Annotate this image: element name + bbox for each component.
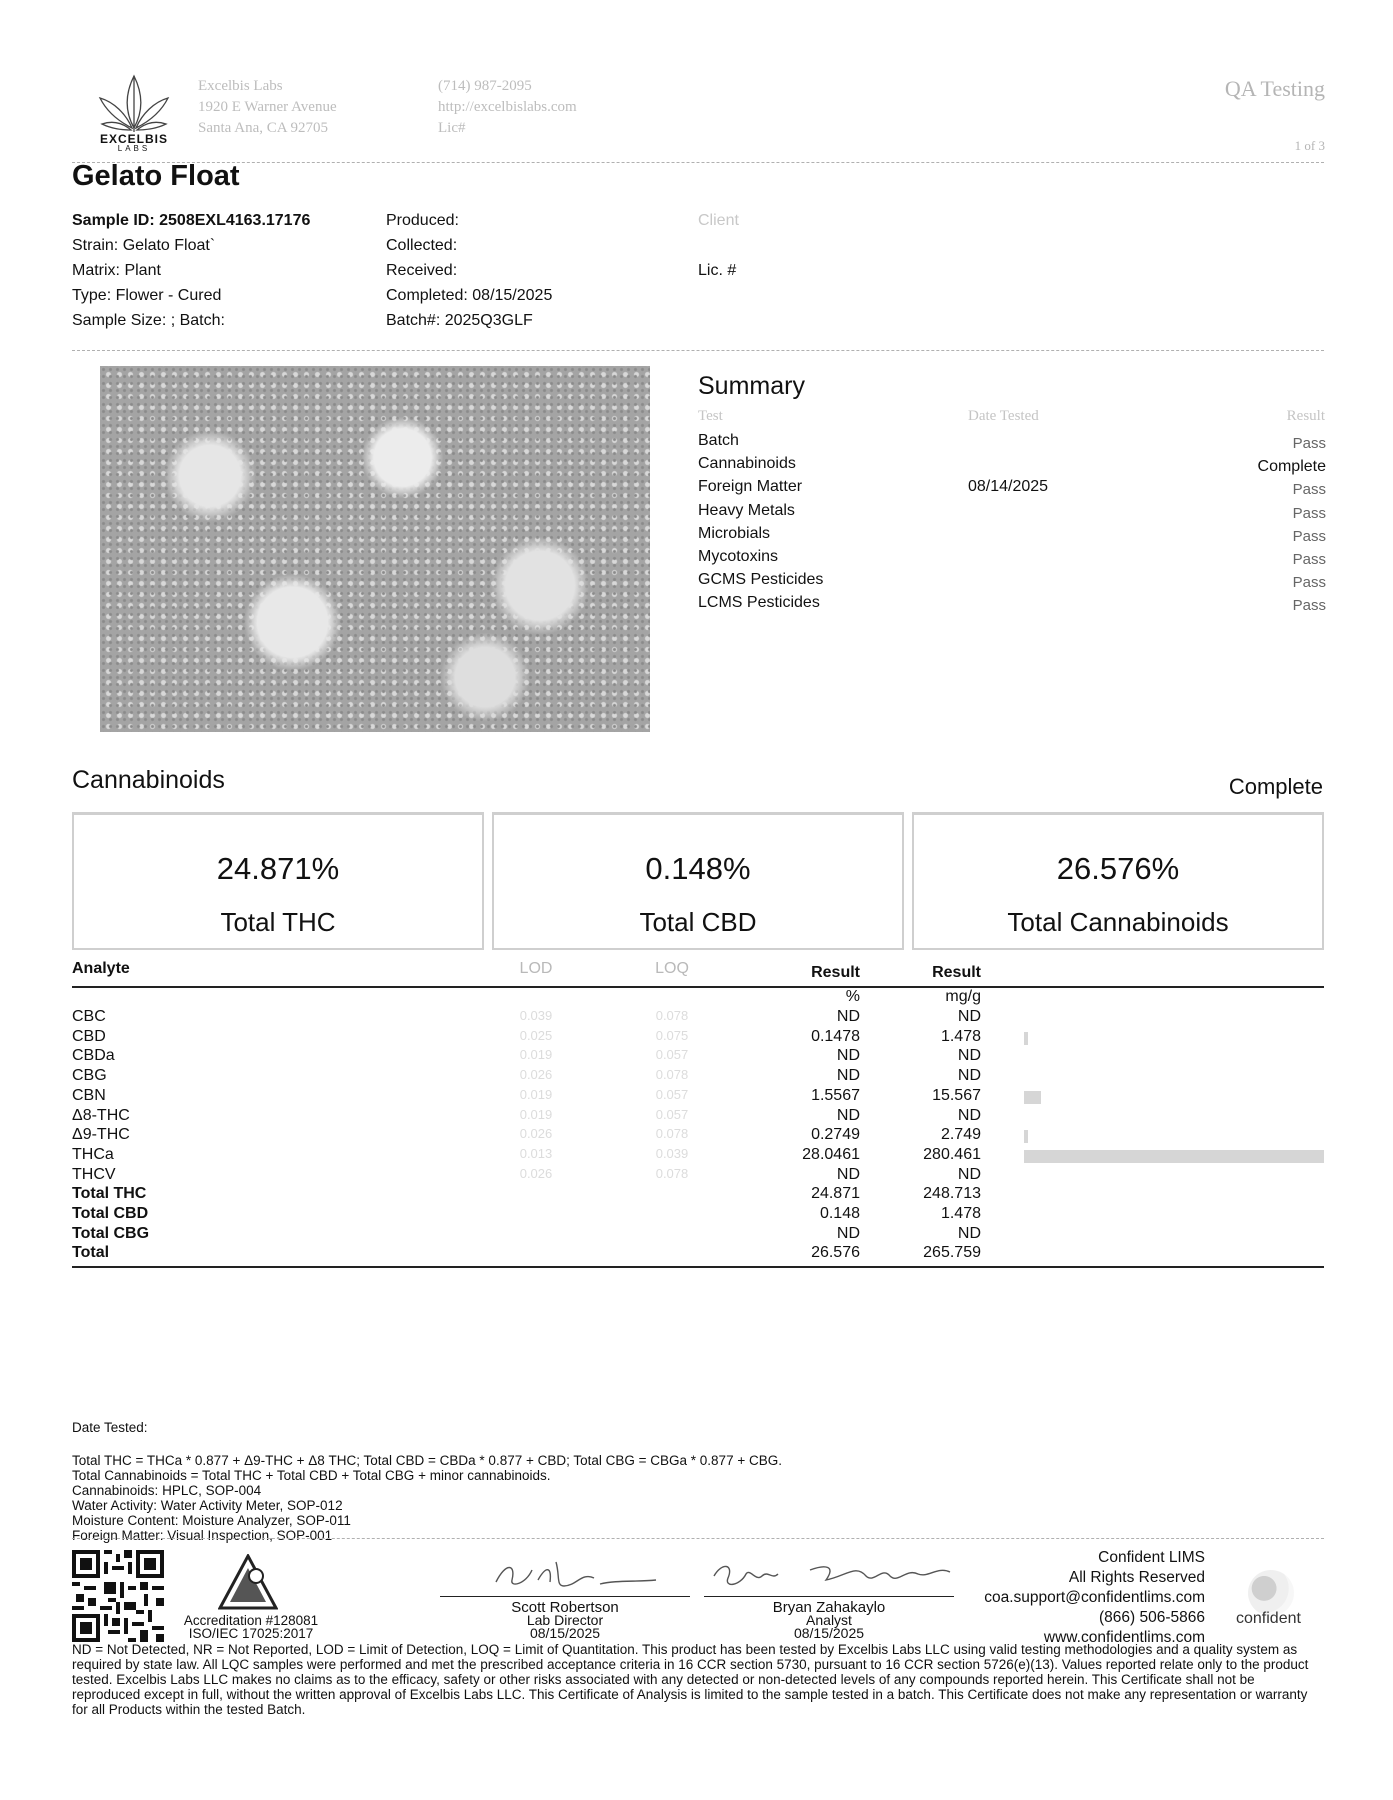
analyte-name: THCa [72,1145,114,1163]
analyte-result-pct: 0.1478 [811,1027,860,1045]
summary-header-test: Test [698,408,723,424]
analyte-lod: 0.025 [519,1027,553,1043]
summary-test: Cannabinoids [698,455,796,473]
table-row [72,1166,1324,1186]
analyte-lod: 0.019 [519,1047,553,1063]
analyte-result-mg: 280.461 [923,1145,981,1163]
lims-phone: (866) 506-5866 [1099,1609,1205,1626]
analyst-signature [706,1556,966,1596]
analyte-result-pct: 0.2749 [811,1126,860,1144]
analyte-result-pct: ND [836,1224,860,1242]
analyte-lod: 0.039 [519,1008,553,1023]
summary-row [698,571,1326,594]
total-cbd-label: Total CBD [639,907,757,937]
summary-result: Pass [1292,597,1326,615]
accreditation-iso: ISO/IEC 17025:2017 [188,1626,314,1641]
cannabinoids-title: Cannabinoids [72,766,225,794]
lims-rights: All Rights Reserved [1068,1569,1205,1586]
summary-row [698,432,1326,455]
sample-size: Sample Size: ; Batch: [72,312,225,329]
product-name: Gelato Float [72,160,240,192]
document-type: QA Testing [1224,76,1325,101]
lab-director-block [440,1596,690,1640]
analyte-name: THCV [72,1165,116,1183]
footer-divider [72,1538,1324,1539]
analyte-lod: 0.019 [519,1086,553,1102]
summary-result: Pass [1292,504,1326,522]
product-photo [100,366,650,732]
analyte-result-pct: 24.871 [811,1185,860,1203]
analyte-result-mg: 15.567 [932,1086,981,1104]
col-result-pct: Result [811,964,860,981]
analyte-result-bar [1024,1150,1324,1163]
summary-header-date: Date Tested [968,408,1039,424]
analyte-result-mg: 2.749 [940,1126,981,1144]
table-row [72,1008,1324,1028]
total-thc-value: 24.871% [216,851,340,886]
accreditation-logo-icon [218,1554,278,1612]
sample-produced: Produced: [386,212,459,229]
logo-subtitle: LABS [117,144,151,153]
sample-batch: Batch#: 2025Q3GLF [386,312,533,329]
analyte-name: Δ8-THC [72,1106,130,1124]
analyte-result-mg: ND [957,1067,981,1085]
summary-title: Summary [698,372,805,400]
lab-director-date: 08/15/2025 [529,1625,601,1641]
summary-result: Pass [1292,527,1326,545]
analyte-result-pct: 28.0461 [802,1145,860,1163]
lab-street: 1920 E Warner Avenue [198,99,337,115]
summary-row [698,525,1326,548]
header-divider [72,162,1324,163]
summary-test: Mycotoxins [698,547,779,565]
table-row [72,1146,1324,1166]
analyte-name: Total [72,1244,110,1262]
table-row [72,1028,1324,1048]
analyte-name: CBC [72,1008,106,1025]
note-line: Total THC = THCa * 0.877 + Δ9-THC + Δ8 THC; Total CBD = CBDa * 0.877 + CBD; Total CBG = CBGa * 0.877 + CBG. [72,1453,782,1468]
total-cannabinoids-card [912,812,1324,950]
sample-info-left [72,208,310,333]
analyte-name: CBG [72,1067,107,1085]
cannabinoids-status: Complete [1228,774,1323,799]
total-cannabinoids-label: Total Cannabinoids [1007,907,1229,937]
analyte-loq: 0.075 [655,1027,689,1043]
analyte-name: CBD [72,1027,106,1045]
unit-mg: mg/g [945,988,981,1005]
analyte-name: CBDa [72,1047,115,1065]
sample-completed: Completed: 08/15/2025 [386,287,553,304]
table-row [72,1205,1324,1225]
analyte-loq: 0.078 [655,1067,689,1083]
lims-web[interactable]: www.confidentlims.com [1043,1629,1205,1646]
analyte-loq: 0.078 [655,1008,689,1023]
analyte-loq: 0.057 [655,1086,689,1102]
client-license: Lic. # [698,262,737,279]
summary-table [698,432,1326,618]
sample-type: Type: Flower - Cured [72,287,222,304]
analyte-result-mg: ND [957,1106,981,1124]
summary-test: Heavy Metals [698,501,795,519]
analyst-block [704,1596,954,1640]
sample-received: Received: [386,262,458,279]
analyte-result-pct: 0.148 [819,1205,860,1222]
lims-email[interactable]: coa.support@confidentlims.com [984,1589,1205,1606]
col-result-mg: Result [932,964,981,981]
analyte-result-bar [1024,1130,1028,1143]
analyst-name: Bryan Zahakaylo [772,1599,886,1616]
accreditation-text [176,1614,326,1640]
analyte-result-pct: 26.576 [811,1244,860,1262]
lab-city: Santa Ana, CA 92705 [198,120,328,136]
analyte-result-mg: ND [957,1008,981,1025]
lims-contact [984,1548,1205,1648]
units-row [72,988,1324,1008]
confident-wordmark: confident [1236,1610,1301,1627]
accreditation-number: Accreditation #128081 [183,1613,319,1628]
lab-address [198,76,337,139]
analyte-result-mg: 1.478 [940,1205,981,1222]
analyte-lod: 0.026 [519,1165,553,1181]
table-row [72,1107,1324,1127]
analyte-result-mg: 1.478 [940,1027,981,1045]
analyte-name: Total CBD [72,1205,149,1222]
summary-result: Pass [1292,550,1326,568]
analyte-loq: 0.078 [655,1126,689,1142]
analyte-lod: 0.026 [519,1067,553,1083]
analyte-lod: 0.013 [519,1145,553,1161]
summary-row [698,594,1326,617]
analyte-name: Total THC [72,1185,147,1203]
analyst-date: 08/15/2025 [793,1625,865,1641]
summary-result: Pass [1292,574,1326,592]
summary-test: Batch [698,432,739,449]
lab-contact [438,76,577,139]
summary-test: LCMS Pesticides [698,594,820,612]
summary-result: Pass [1292,435,1326,452]
table-bottom-rule [72,1266,1324,1268]
total-cbd-card [492,812,904,950]
total-thc-label: Total THC [220,907,336,937]
lims-name: Confident LIMS [1098,1549,1205,1566]
analyte-result-pct: ND [836,1165,860,1183]
unit-pct: % [845,988,860,1005]
analyte-name: CBN [72,1086,106,1104]
summary-row [698,478,1326,501]
total-cbd-value: 0.148% [645,851,751,886]
table-row [72,1244,1324,1264]
note-line: Water Activity: Water Activity Meter, SOP-012 [72,1498,343,1513]
analyte-lod: 0.026 [519,1126,553,1142]
analyte-result-mg: 265.759 [923,1244,981,1262]
note-line: Total Cannabinoids = Total THC + Total CBD + Total CBG + minor cannabinoids. [72,1468,551,1483]
analyte-result-mg: ND [957,1224,981,1242]
note-line: Cannabinoids: HPLC, SOP-004 [72,1483,262,1498]
lab-director-signature [486,1556,686,1596]
analyte-result-pct: ND [836,1067,860,1085]
analyte-result-mg: 248.713 [923,1185,981,1203]
analyte-name: Total CBG [72,1224,150,1242]
col-loq: LOQ [655,960,689,977]
summary-test: GCMS Pesticides [698,571,824,589]
summary-test: Microbials [698,524,771,542]
analyte-loq: 0.057 [655,1047,689,1063]
lab-phone: (714) 987-2095 [438,78,532,94]
sample-strain: Strain: Gelato Float` [72,237,216,254]
summary-header-result: Result [1286,408,1325,424]
summary-result: Pass [1292,481,1326,499]
analyte-loq: 0.078 [655,1165,689,1181]
page-number: 1 of 3 [1294,138,1325,153]
lab-website[interactable]: http://excelbislabs.com [438,99,577,115]
table-row [72,1185,1324,1205]
summary-test: Foreign Matter [698,478,803,496]
col-analyte: Analyte [72,960,130,977]
analyst-role: Analyst [806,1612,852,1628]
analyte-lod: 0.019 [519,1106,553,1122]
table-row [72,1087,1324,1107]
lab-director-name: Scott Robertson [511,1599,619,1616]
sample-collected: Collected: [386,237,458,254]
info-divider [72,350,1324,351]
analyte-result-mg: ND [957,1047,981,1065]
note-line: Foreign Matter: Visual Inspection, SOP-001 [72,1528,333,1543]
summary-date: 08/14/2025 [968,478,1049,496]
table-row [72,1067,1324,1087]
sample-id: Sample ID: 2508EXL4163.17176 [72,212,311,229]
lab-director-role: Lab Director [526,1612,604,1628]
analyte-result-mg: ND [957,1165,981,1183]
method-notes [72,1420,782,1543]
analyte-name: Δ9-THC [72,1126,130,1144]
summary-result: Complete [1257,458,1326,476]
total-thc-card [72,812,484,950]
col-lod: LOD [519,960,553,977]
analyte-loq: 0.057 [655,1106,689,1122]
sample-matrix: Matrix: Plant [72,262,161,279]
disclaimer: ND = Not Detected, NR = Not Reported, LOD = Limit of Detection, LOQ = Limit of Quantitation. This product has been tested by Excelbis Labs LLC using valid testing methodologies and a quality system as required by state law. All LQC samples were performed and met the prescribed acceptance criteria in 16 CCR section 5730, pursuant to 16 CCR section 5726(e)(13). Values reported relate only to the product tested. Excelbis Labs LLC makes no claims as to the efficacy, safety or other risks associated with any detected or non-detected levels of any compounds reported herein. This Certificate shall not be reproduced except in full, without the written approval of Excelbis Labs LLC. This Certificate of Analysis is limited to the sample tested in a batch. This Certificate does not make any representation or warranty for all Products within the tested Batch. [72,1642,1309,1717]
analyte-result-pct: ND [836,1008,860,1025]
lab-name: Excelbis Labs [198,78,283,94]
analyte-result-pct: ND [836,1106,860,1124]
note-line: Moisture Content: Moisture Analyzer, SOP-011 [72,1513,351,1528]
table-row [72,1047,1324,1067]
sample-info-dates [386,208,552,333]
summary-row [698,548,1326,571]
analyte-result-pct: 1.5567 [811,1086,860,1104]
analyte-result-pct: ND [836,1047,860,1065]
lab-license: Lic# [438,120,466,136]
analyte-loq: 0.039 [655,1145,689,1161]
analyte-result-bar [1024,1091,1041,1104]
table-row [72,1225,1324,1245]
qr-code-icon[interactable] [72,1550,164,1642]
total-cannabinoids-value: 26.576% [1056,851,1180,886]
client-label: Client [698,212,739,229]
summary-row [698,455,1326,478]
cannabinoid-table [72,960,1324,1270]
logo-wordmark: EXCELBIS [99,132,168,146]
analyte-result-bar [1024,1032,1028,1045]
date-tested-label: Date Tested: [72,1420,148,1435]
summary-row [698,502,1326,525]
table-row [72,1126,1324,1146]
